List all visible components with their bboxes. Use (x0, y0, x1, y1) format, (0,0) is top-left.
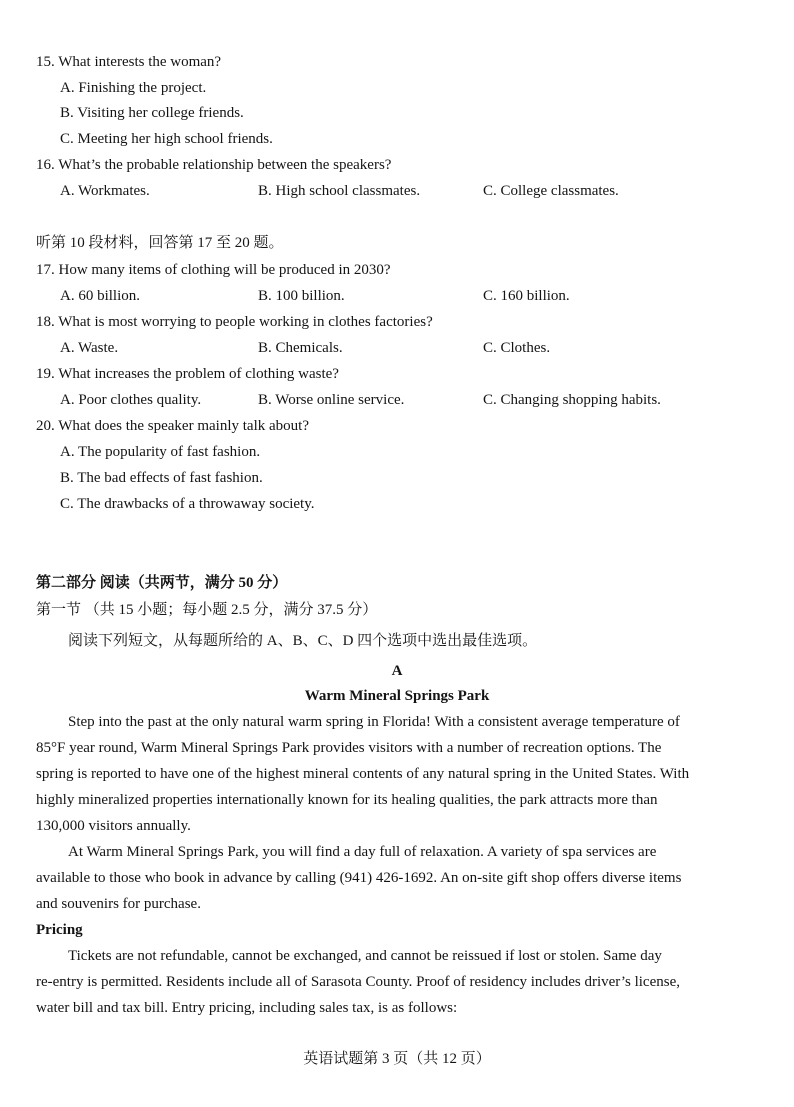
paragraph-3-line: water bill and tax bill. Entry pricing, including sales tax, is as follows: (36, 1000, 458, 1016)
paragraph-1-line: highly mineralized properties internationally known for its healing qualities, the park attracts more than (36, 792, 658, 808)
question-18-option-c: C. Clothes. (483, 340, 551, 356)
question-17-stem: 17. How many items of clothing will be produced in 2030? (36, 262, 391, 278)
question-20-stem: 20. What does the speaker mainly talk about? (36, 418, 309, 434)
question-19-stem: 19. What increases the problem of clothing waste? (36, 366, 339, 382)
section-10-intro: 听第 10 段材料，回答第 17 至 20 题。 (36, 235, 284, 251)
question-19-option-c: C. Changing shopping habits. (483, 392, 661, 408)
paragraph-2-line: At Warm Mineral Springs Park, you will find a day full of relaxation. A variety of spa services are (68, 844, 657, 860)
question-17-option-b: B. 100 billion. (258, 288, 345, 304)
paragraph-1-line: 130,000 visitors annually. (36, 818, 191, 834)
part-2-heading: 第二部分 阅读（共两节，满分 50 分） (36, 575, 288, 591)
question-19-option-b: B. Worse online service. (258, 392, 405, 408)
question-17-option-c: C. 160 billion. (483, 288, 570, 304)
question-15-option-b: B. Visiting her college friends. (60, 105, 244, 121)
paragraph-2-line: available to those who book in advance by calling (941) 426-1692. An on-site gift shop offers diverse items (36, 870, 682, 886)
section-1-heading: 第一节 （共 15 小题；每小题 2.5 分，满分 37.5 分） (36, 602, 378, 618)
question-16-stem: 16. What’s the probable relationship between the speakers? (36, 157, 392, 173)
paragraph-1-line: spring is reported to have one of the highest mineral contents of any natural spring in the United States. With (36, 766, 690, 782)
passage-paragraph-1 (36, 709, 744, 839)
passage-title: Warm Mineral Springs Park (304, 688, 490, 704)
question-19-option-a: A. Poor clothes quality. (60, 392, 202, 408)
paragraph-2-line: and souvenirs for purchase. (36, 896, 201, 912)
passage-letter: A (391, 663, 403, 679)
question-20-option-a: A. The popularity of fast fashion. (60, 444, 261, 460)
paragraph-1-line: Step into the past at the only natural warm spring in Florida! With a consistent average temperature of (68, 714, 680, 730)
question-15-option-c: C. Meeting her high school friends. (60, 131, 273, 147)
question-16-option-c: C. College classmates. (483, 183, 619, 199)
reading-instruction: 阅读下列短文，从每题所给的 A、B、C、D 四个选项中选出最佳选项。 (68, 633, 538, 649)
passage-paragraph-3 (36, 943, 744, 1021)
question-20-option-c: C. The drawbacks of a throwaway society. (60, 496, 315, 512)
question-17-option-a: A. 60 billion. (60, 288, 141, 304)
paragraph-1-line: 85°F year round, Warm Mineral Springs Park provides visitors with a number of recreation options. The (36, 740, 662, 756)
page-footer: 英语试题第 3 页（共 12 页） (303, 1051, 491, 1067)
paragraph-3-line: re-entry is permitted. Residents include all of Sarasota County. Proof of residency includes driver’s license, (36, 974, 680, 990)
paragraph-3-line: Tickets are not refundable, cannot be exchanged, and cannot be reissued if lost or stolen. Same day (68, 948, 662, 964)
question-16-option-b: B. High school classmates. (258, 183, 421, 199)
question-18-option-a: A. Waste. (60, 340, 119, 356)
question-20-option-b: B. The bad effects of fast fashion. (60, 470, 263, 486)
question-15-stem: 15. What interests the woman? (36, 54, 222, 70)
question-15-option-a: A. Finishing the project. (60, 80, 207, 96)
question-16-option-a: A. Workmates. (60, 183, 150, 199)
pricing-heading: Pricing (36, 922, 83, 938)
question-18-option-b: B. Chemicals. (258, 340, 343, 356)
question-18-stem: 18. What is most worrying to people working in clothes factories? (36, 314, 433, 330)
passage-paragraph-2 (36, 839, 744, 917)
